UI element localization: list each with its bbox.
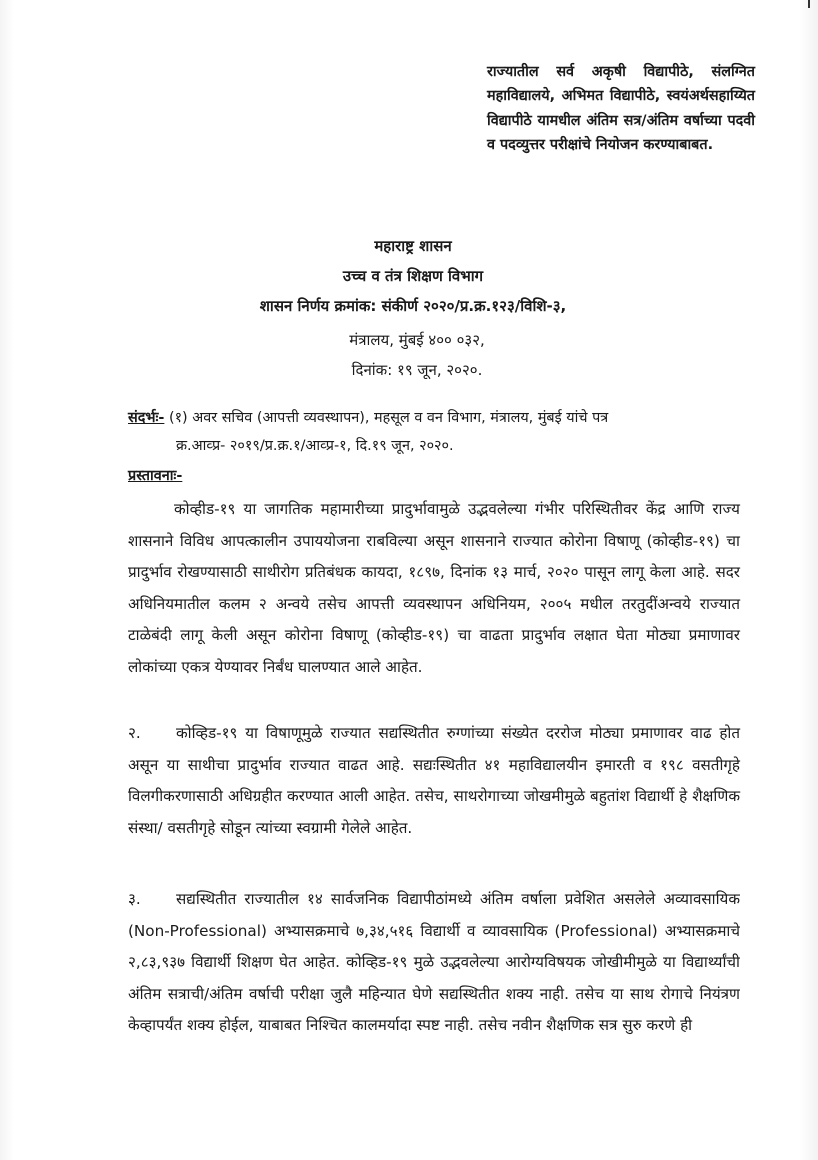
subject-block: राज्यातील सर्व अकृषी विद्यापीठे, संलग्नित महाविद्यालये, अभिमत विद्यापीठे, स्वयंअर्थसहाय्यित विद्यापीठे यामधील अंतिम सत्र/अंतिम वर्षाच्या पदवी व पदव्युत्तर परीक्षांचे नियोजन करण्याबाबत. xyxy=(487,64,755,154)
reference-label: संदर्भः- xyxy=(128,410,165,426)
corner-mark xyxy=(808,0,810,8)
reference-block xyxy=(128,404,768,460)
date-line: दिनांक: १९ जून, २०२०. xyxy=(351,361,483,379)
resolution-number: शासन निर्णय क्रमांक: संकीर्ण २०२०/प्र.क्र.१२३/विशि-३, xyxy=(259,297,567,315)
paragraph-2-number: २. xyxy=(128,724,141,742)
paragraph-2 xyxy=(128,718,740,844)
preamble-label: प्रस्तावनाः- xyxy=(128,468,183,484)
reference-line-1 xyxy=(128,404,768,432)
department-heading: उच्च व तंत्र शिक्षण विभाग xyxy=(342,267,484,285)
place-line: मंत्रालय, मुंबई ४०० ०३२, xyxy=(349,331,485,349)
paragraph-3-text: सद्यस्थितीत राज्यातील १४ सार्वजनिक विद्यापीठांमध्ये अंतिम वर्षाला प्रवेशित असलेले अव्यावसायिक (Non-Professional) अभ्यासक्रमाचे ७,३४,५१६ विद्यार्थी व व्यावसायिक (Professional) अभ्यासक्रमाचे २,८३,९३७ विद्यार्थी शिक्षण घेत आहेत. कोव्हिड-१९ मुळे उद्भवलेल्या आरोग्यविषयक जोखीमीमुळे या विद्यार्थ्यांची अंतिम सत्राची/अंतिम वर्षाची परीक्षा जुलै महिन्यात घेणे सद्यस्थितीत शक्य नाही. तसेच या साथ रोगाचे नियंत्रण केव्हापर्यंत शक्य होईल, याबाबत निश्चित कालमर्यादा स्पष्ट नाही. तसेच नवीन शैक्षणिक सत्र सुरु करणे ही xyxy=(128,890,740,1034)
paragraph-1: कोव्हीड-१९ या जागतिक महामारीच्या प्रादुर्भावामुळे उद्भवलेल्या गंभीर परिस्थितीवर केंद्र आणि राज्य शासनाने विविध आपत्कालीन उपाययोजना राबविल्या असून शासनाने राज्यात कोरोना विषाणू (कोव्हीड-१९) चा प्रादुर्भाव रोखण्यासाठी साथीरोग प्रतिबंधक कायदा, १८९७, दिनांक १३ मार्च, २०२० पासून लागू केला आहे. सदर अधिनियमातील कलम २ अन्वये तसेच आपत्ती व्यवस्थापन अधिनियम, २००५ मधील तरतुदींअन्वये राज्यात टाळेबंदी लागू केली असून कोरोना विषाणू (कोव्हीड-१९) चा वाढता प्रादुर्भाव लक्षात घेता मोठ्या प्रमाणावर लोकांच्या एकत्र येण्यावर निर्बंध घालण्यात आले आहेत. xyxy=(128,500,740,676)
paragraph-3 xyxy=(128,884,740,1146)
paragraph-2-text: कोव्हिड-१९ या विषाणूमुळे राज्यात सद्यस्थितीत रुग्णांच्या संख्येत दररोज मोठ्या प्रमाणावर वाढ होत असून या साथीचा प्रादुर्भाव राज्यात वाढत आहे. सद्यःस्थितीत ४१ महाविद्यालयीन इमारती व १९८ वसतीगृहे विलगीकरणासाठी अधिग्रहीत करण्यात आली आहेत. तसेच, साथरोगाच्या जोखमीमुळे बहुतांश विद्यार्थी हे शैक्षणिक संस्था/ वसतीगृहे सोडून त्यांच्या स्वग्रामी गेलेले आहेत. xyxy=(128,724,740,837)
reference-text-1: (१) अवर सचिव (आपत्ती व्यवस्थापन), महसूल व वन विभाग, मंत्रालय, मुंबई यांचे पत्र xyxy=(164,410,609,426)
government-heading: महाराष्ट्र शासन xyxy=(374,237,452,255)
reference-line-2: क्र.आव्प्र- २०१९/प्र.क्र.१/आव्प्र-१, दि.१९ जून, २०२०. xyxy=(176,438,454,454)
paragraph-3-number: ३. xyxy=(128,890,141,908)
